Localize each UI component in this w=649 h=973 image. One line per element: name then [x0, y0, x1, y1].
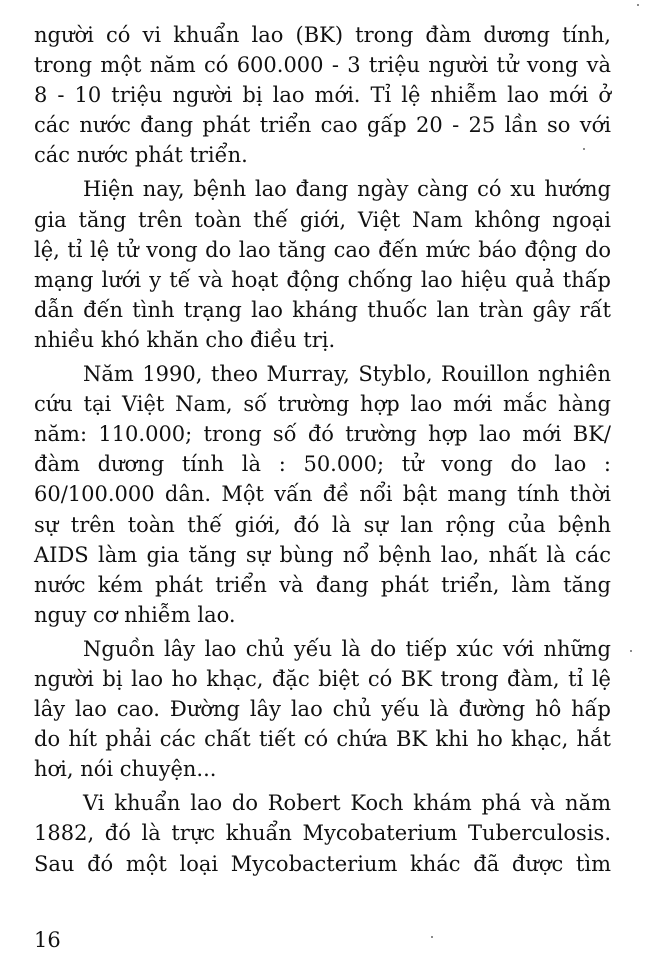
text-line: các nước đang phát triển cao gấp 20 - 25 lần so với	[34, 113, 611, 138]
text-line: do hít phải các chất tiết có chứa BK khi ho khạc, hắt	[34, 727, 611, 752]
text-line: Năm 1990, theo Murray, Styblo, Rouillon nghiên	[83, 362, 611, 387]
text-line: 1882, đó là trực khuẩn Mycobaterium Tuberculosis.	[34, 821, 611, 846]
text-line: người bị lao ho khạc, đặc biệt có BK trong đàm, tỉ lệ	[34, 666, 611, 691]
scan-speck	[630, 650, 632, 652]
text-line: 60/100.000 dân. Một vấn đề nổi bật mang tính thời	[34, 482, 611, 507]
text-line: hơi, nói chuyện...	[34, 757, 217, 782]
text-line: mạng lưới y tế và hoạt động chống lao hiệu quả thấp	[34, 267, 611, 292]
text-line: nhiều khó khăn cho điều trị.	[34, 327, 336, 352]
text-line: dẫn đến tình trạng lao kháng thuốc lan tràn gây rất	[34, 297, 611, 322]
text-line: sự trên toàn thế giới, đó là sự lan rộng của bệnh	[34, 512, 611, 537]
text-line: Vi khuẩn lao do Robert Koch khám phá và năm	[83, 791, 611, 816]
paragraph-1	[34, 20, 611, 170]
paragraph-5	[34, 788, 611, 878]
text-line: Sau đó một loại Mycobacterium khác đã được tìm	[34, 851, 611, 876]
text-line: 8 - 10 triệu người bị lao mới. Tỉ lệ nhiễm lao mới ở	[34, 83, 611, 108]
scan-speck	[637, 4, 639, 6]
text-line: người có vi khuẩn lao (BK) trong đàm dương tính,	[34, 23, 611, 47]
paragraph-4	[34, 634, 611, 784]
text-line: đàm dương tính là : 50.000; tử vong do lao :	[34, 452, 611, 477]
paragraph-3	[34, 359, 611, 630]
scan-speck	[583, 148, 585, 150]
text-line: lây lao cao. Đường lây lao chủ yếu là đường hô hấp	[34, 697, 611, 722]
paragraph-2	[34, 174, 611, 355]
text-line: nước kém phát triển và đang phát triển, làm tăng	[34, 572, 611, 597]
text-line: Hiện nay, bệnh lao đang ngày càng có xu hướng	[83, 177, 611, 202]
scan-speck	[431, 936, 433, 938]
text-line: AIDS làm gia tăng sự bùng nổ bệnh lao, nhất là các	[34, 542, 611, 567]
text-line: trong một năm có 600.000 - 3 triệu người tử vong và	[34, 53, 611, 78]
text-line: năm: 110.000; trong số đó trường hợp lao mới BK/	[34, 422, 611, 447]
text-line: cứu tại Việt Nam, số trường hợp lao mới mắc hàng	[34, 392, 611, 417]
text-line: các nước phát triển.	[34, 143, 248, 168]
text-line: nguy cơ nhiễm lao.	[34, 602, 236, 627]
text-line: gia tăng trên toàn thế giới, Việt Nam không ngoại	[34, 207, 611, 232]
page-number: 16	[34, 928, 61, 952]
body-text	[34, 20, 611, 879]
text-line: lệ, tỉ lệ tử vong do lao tăng cao đến mức báo động do	[34, 237, 611, 262]
text-line: Nguồn lây lao chủ yếu là do tiếp xúc với những	[83, 636, 611, 661]
